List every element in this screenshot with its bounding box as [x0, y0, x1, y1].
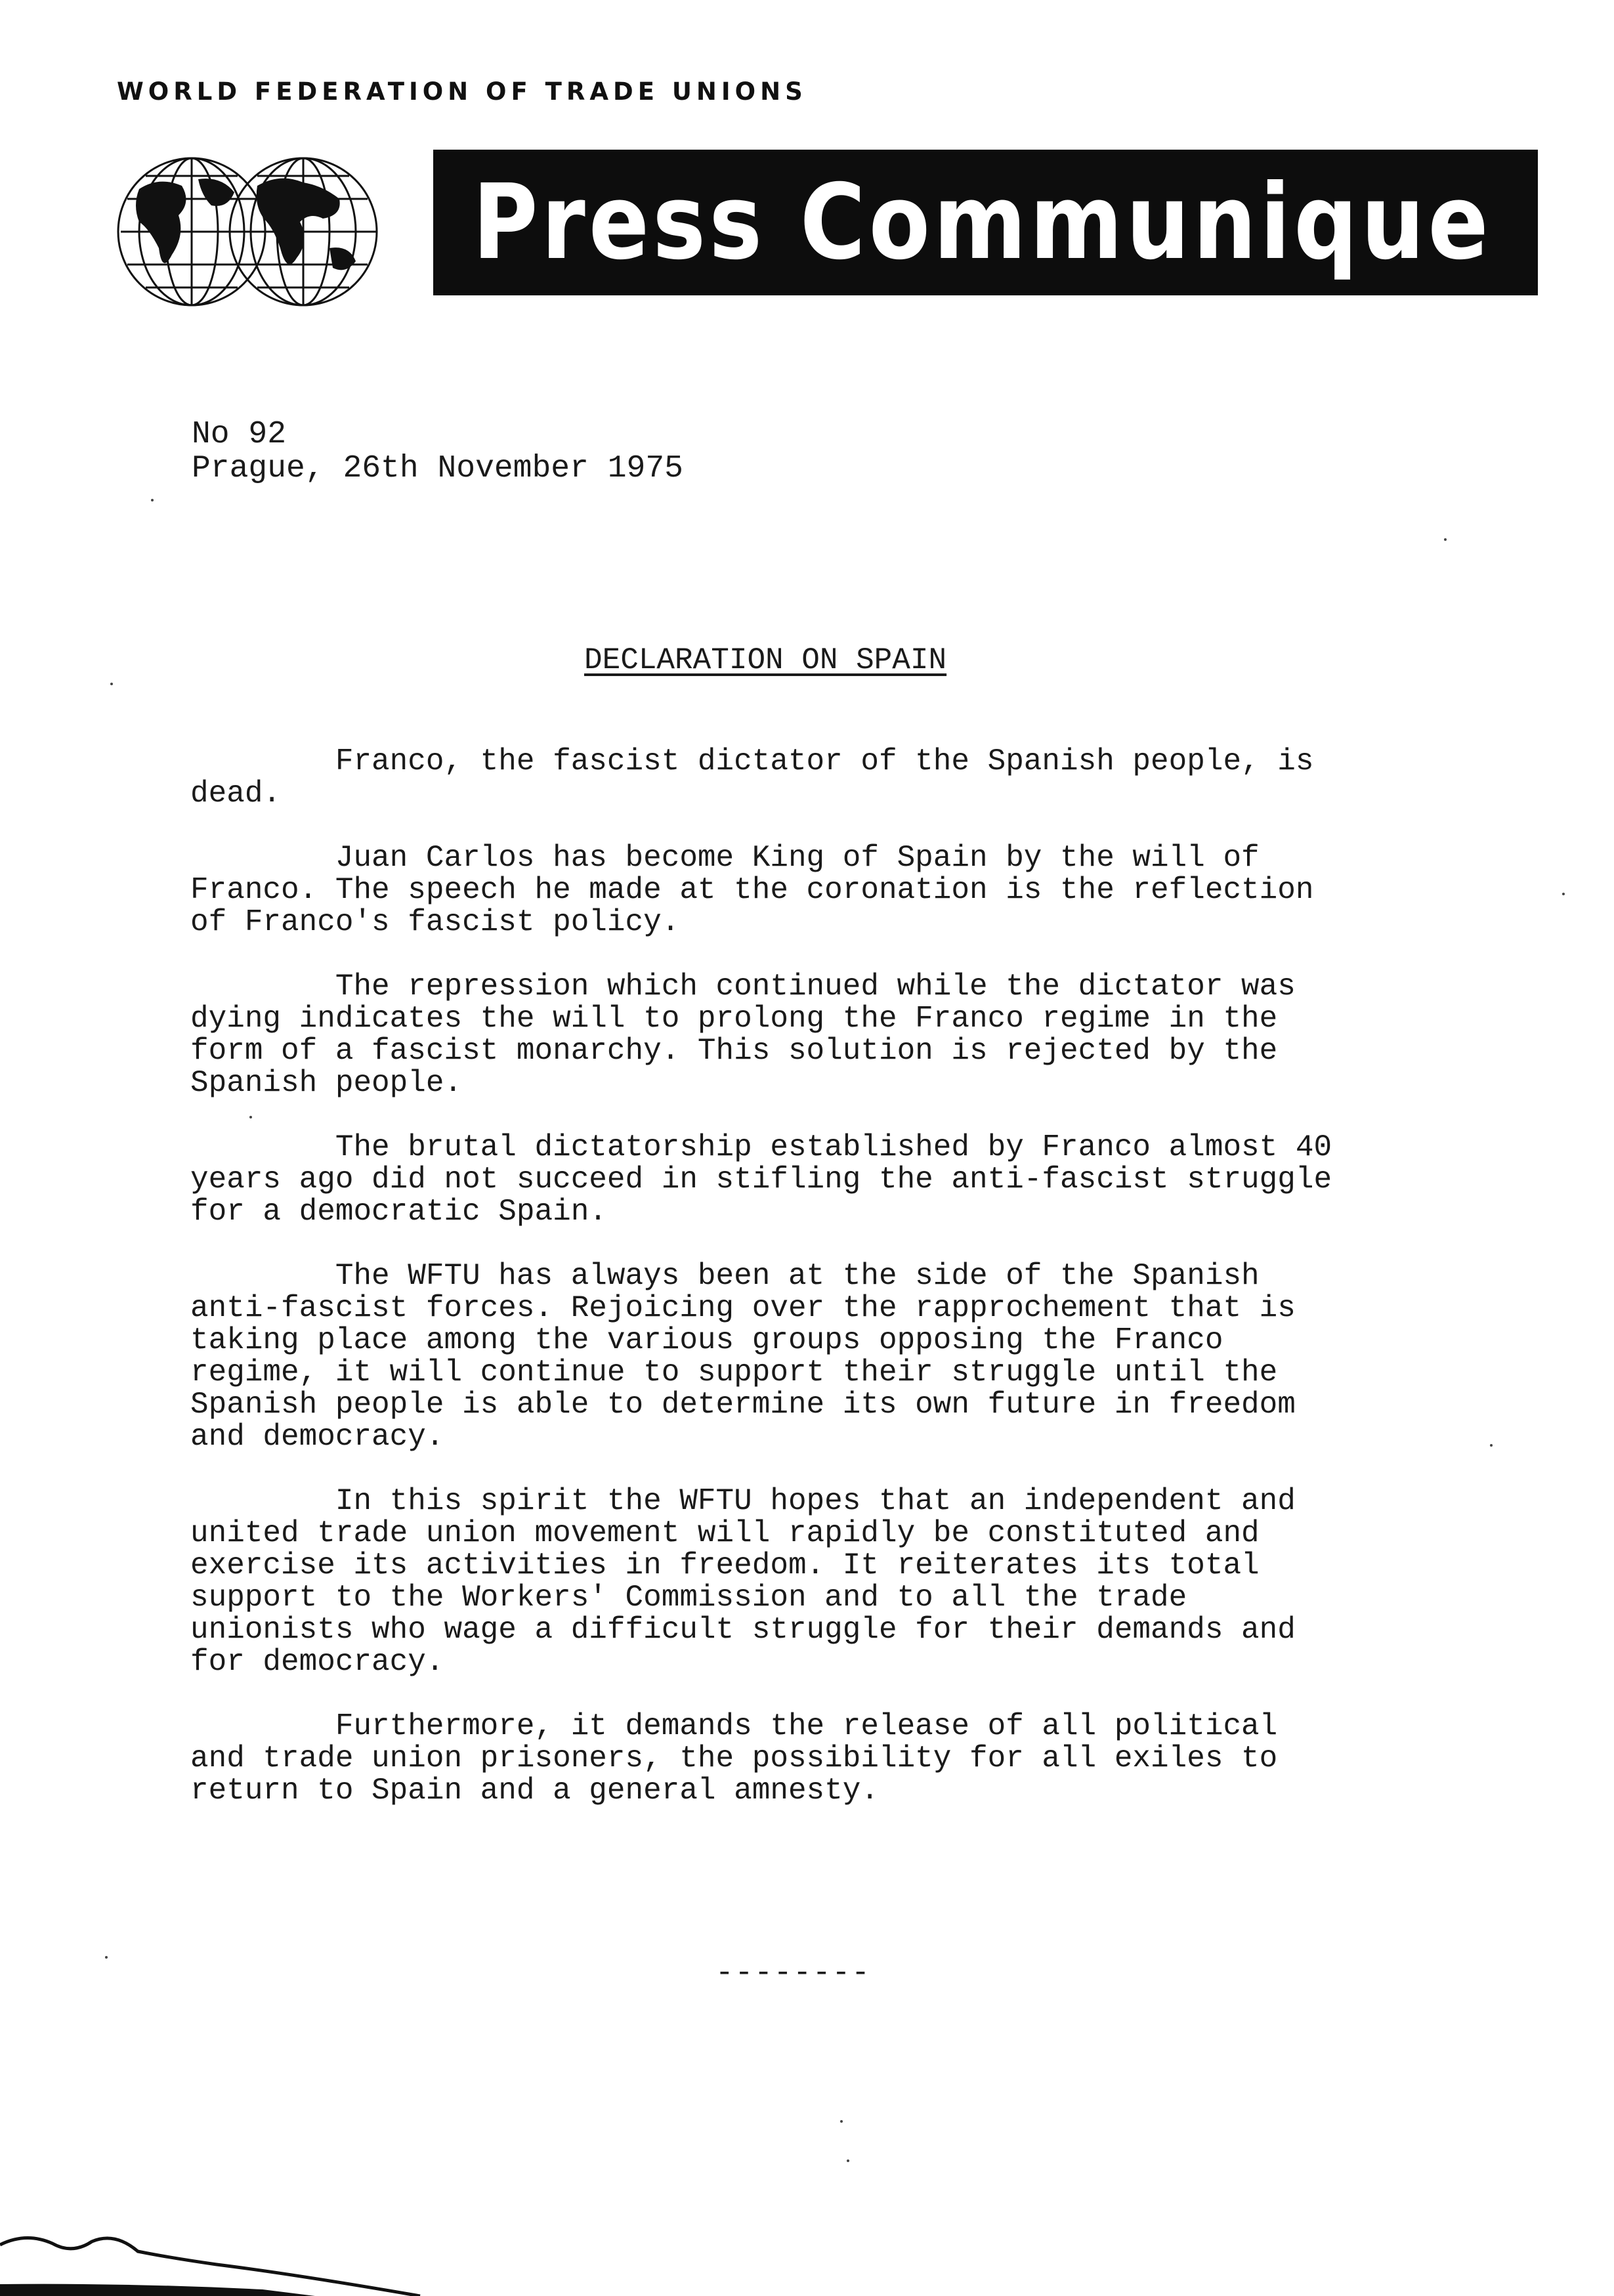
- scan-speck: [110, 683, 113, 685]
- banner-title: Press Communique: [473, 162, 1492, 283]
- text-line: taking place among the various groups opposing the Franco: [190, 1323, 1223, 1357]
- text-line: In this spirit the WFTU hopes that an independent and: [190, 1484, 1296, 1518]
- text-line: The WFTU has always been at the side of the Spanish: [190, 1259, 1260, 1293]
- handwritten-stroke: [0, 2205, 473, 2296]
- paragraph: [190, 1485, 1477, 1678]
- scan-speck: [249, 1116, 252, 1118]
- text-line: regime, it will continue to support their struggle until the: [190, 1355, 1278, 1390]
- text-line: and trade union prisoners, the possibility for all exiles to: [190, 1741, 1278, 1775]
- text-line: for a democratic Spain.: [190, 1195, 607, 1229]
- text-line: Furthermore, it demands the release of all political: [190, 1709, 1278, 1743]
- scan-speck: [151, 499, 154, 501]
- scan-speck: [105, 1956, 108, 1959]
- text-line: form of a fascist monarchy. This solution is rejected by the: [190, 1034, 1278, 1068]
- scan-speck: [847, 2159, 849, 2162]
- text-line: years ago did not succeed in stifling the anti-fascist struggle: [190, 1162, 1332, 1197]
- scan-speck: [1490, 1444, 1493, 1447]
- paragraph: [190, 746, 1477, 810]
- text-line: return to Spain and a general amnesty.: [190, 1774, 879, 1808]
- text-line: for democracy.: [190, 1645, 444, 1679]
- text-line: dying indicates the will to prolong the Franco regime in the: [190, 1002, 1278, 1036]
- document-title: DECLARATION ON SPAIN: [584, 643, 947, 677]
- scan-speck: [840, 2120, 843, 2123]
- text-line: of Franco's fascist policy.: [190, 905, 680, 939]
- place-date: Prague, 26th November 1975: [192, 451, 683, 486]
- text-line: exercise its activities in freedom. It reiterates its total: [190, 1548, 1260, 1583]
- document-body: [190, 746, 1477, 1839]
- text-line: united trade union movement will rapidly be constituted and: [190, 1516, 1260, 1550]
- text-line: Juan Carlos has become King of Spain by the will of: [190, 841, 1260, 875]
- scan-speck: [1562, 893, 1565, 895]
- text-line: dead.: [190, 776, 282, 811]
- paragraph: [190, 971, 1477, 1099]
- paragraph: [190, 1260, 1477, 1453]
- text-line: The repression which continued while the dictator was: [190, 969, 1296, 1004]
- paragraph: [190, 842, 1477, 939]
- text-line: and democracy.: [190, 1420, 444, 1454]
- document-meta: [192, 417, 683, 486]
- globe-icon: [113, 150, 382, 314]
- text-line: Spanish people is able to determine its own future in freedom: [190, 1388, 1296, 1422]
- text-line: Spanish people.: [190, 1066, 463, 1100]
- text-line: support to the Workers' Commission and to all the trade: [190, 1581, 1187, 1615]
- end-of-document-mark: --------: [715, 1956, 871, 1990]
- text-line: The brutal dictatorship established by Franco almost 40: [190, 1130, 1332, 1164]
- paragraph: [190, 1132, 1477, 1228]
- organization-name: WORLD FEDERATION OF TRADE UNIONS: [117, 77, 807, 106]
- text-line: unionists who wage a difficult struggle for their demands and: [190, 1613, 1296, 1647]
- communique-number: No 92: [192, 417, 287, 452]
- text-line: Franco, the fascist dictator of the Spanish people, is: [190, 744, 1314, 778]
- text-line: Franco. The speech he made at the coronation is the reflection: [190, 873, 1314, 907]
- text-line: anti-fascist forces. Rejoicing over the rapprochement that is: [190, 1291, 1296, 1325]
- paragraph: [190, 1711, 1477, 1807]
- scan-speck: [1444, 538, 1447, 541]
